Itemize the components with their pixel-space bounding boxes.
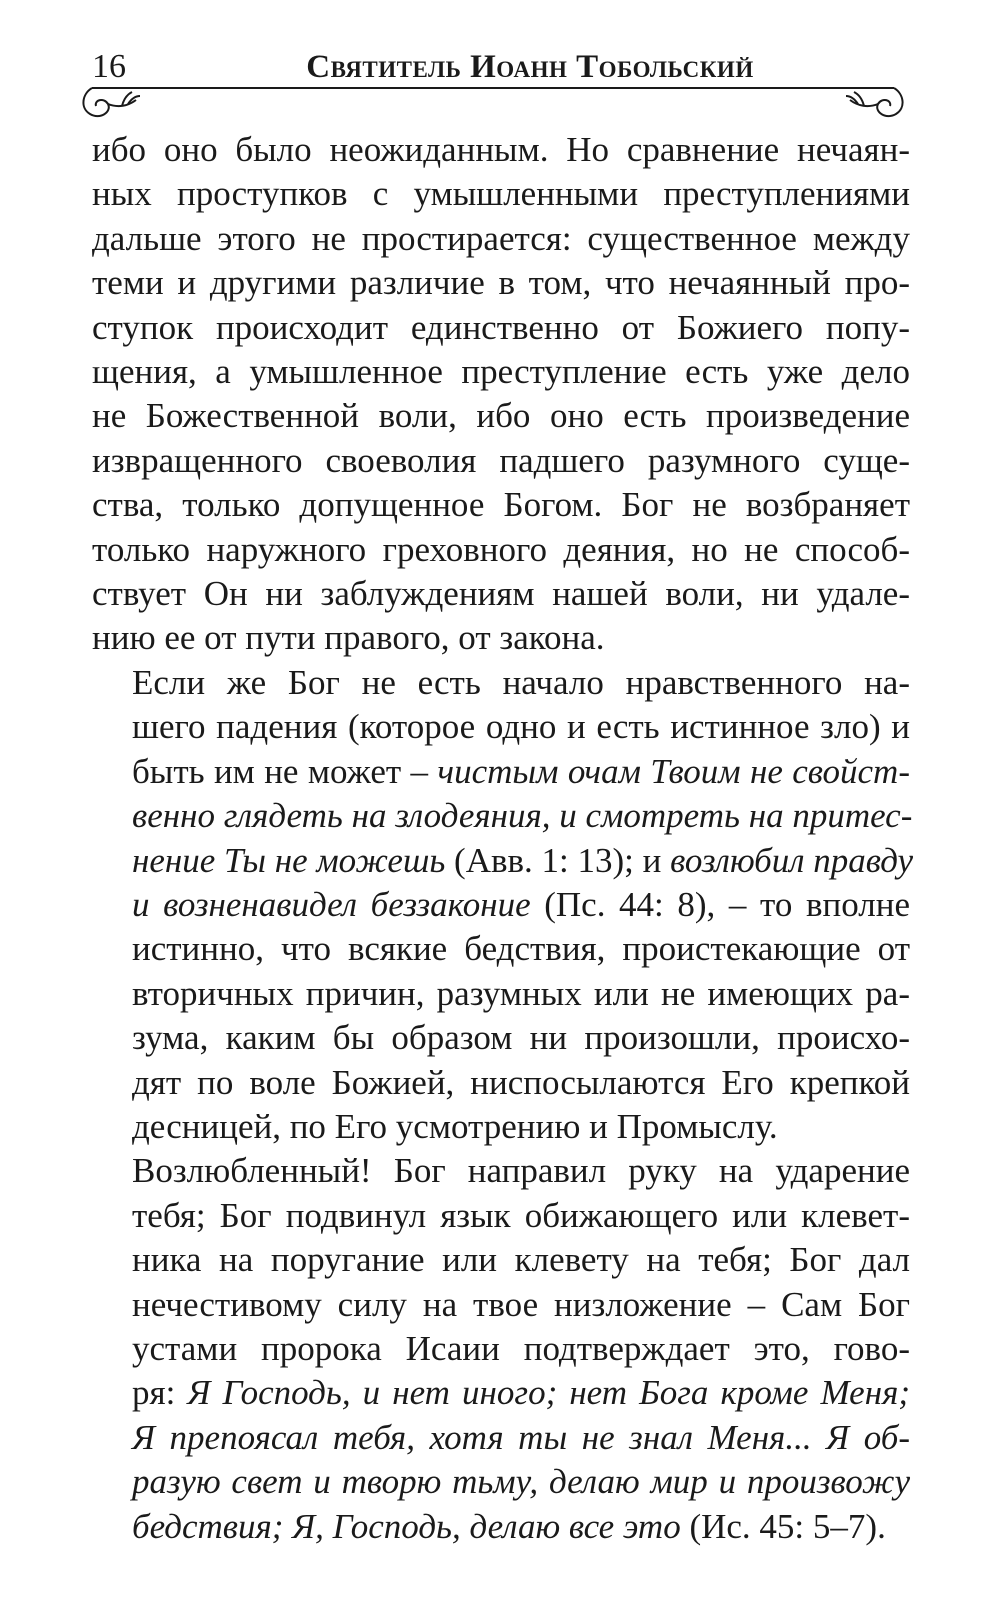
text-run: Возлюбленный! Бог направил руку на ударение xyxy=(132,1151,910,1191)
italic-quote: венно глядеть на злодеяния, и смотреть на притес- xyxy=(132,796,913,836)
italic-quote: чистым очам Твоим не свойст- xyxy=(437,751,910,791)
text-run: не Божественной воли, ибо оно есть произведение xyxy=(92,396,910,436)
text-run: вторичных причин, разумных или не имеющих ра- xyxy=(132,973,910,1013)
text-line xyxy=(92,661,910,705)
text-run: только наружного греховного деяния, но не способ- xyxy=(92,529,910,569)
text-run: устами пророка Исаии подтверждает это, гово- xyxy=(132,1328,910,1368)
text-run: дят по воле Божией, ниспосылаются Его крепкой xyxy=(132,1062,910,1102)
text-line xyxy=(92,1061,910,1105)
text-line xyxy=(92,483,910,527)
body-text xyxy=(92,128,914,1549)
text-line xyxy=(92,528,910,572)
ornamental-rule xyxy=(78,84,908,124)
text-line xyxy=(92,705,910,749)
italic-quote: Я Господь, и нет иного; нет Бога кроме Меня; xyxy=(187,1373,910,1413)
text-line xyxy=(92,1149,910,1193)
text-line xyxy=(92,883,910,927)
text-run: (Пс. 44: 8), – то вполне xyxy=(530,884,910,924)
text-line xyxy=(92,217,910,261)
text-line xyxy=(92,172,910,216)
ornament-right-flourish-icon xyxy=(846,88,903,116)
text-line xyxy=(92,1505,910,1549)
text-run: ствует Он ни заблуждениям нашей воли, ни удале- xyxy=(92,574,910,614)
text-line xyxy=(92,1016,910,1060)
text-run: быть им не может – xyxy=(132,751,438,791)
text-run: ря: xyxy=(132,1373,188,1413)
text-line xyxy=(92,128,910,172)
text-run: извращенного своеволия падшего разумного суще- xyxy=(92,440,910,480)
text-line xyxy=(92,350,910,394)
text-run: нечестивому силу на твое низложение – Сам Бог xyxy=(132,1284,910,1324)
text-line xyxy=(92,1371,910,1415)
text-line xyxy=(92,972,910,1016)
text-run: (Ис. 45: 5–7). xyxy=(680,1506,886,1546)
text-run: ника на поругание или клевету на тебя; Бог дал xyxy=(132,1240,910,1280)
text-run: ства, только допущенное Богом. Бог не возбраняет xyxy=(92,485,910,525)
text-run: дальше этого не простирается: существенное между xyxy=(92,218,910,258)
page-number: 16 xyxy=(92,48,126,85)
text-line xyxy=(92,750,910,794)
text-line xyxy=(92,616,910,660)
text-line xyxy=(92,1105,910,1149)
text-run: ступок происходит единственно от Божиего попу- xyxy=(92,307,910,347)
text-line xyxy=(92,572,910,616)
paragraph xyxy=(92,128,910,661)
italic-quote: возлюбил правду xyxy=(670,840,914,880)
text-line xyxy=(92,306,910,350)
text-run: тебя; Бог подвинул язык обижающего или клевет- xyxy=(132,1195,910,1235)
text-run: щения, а умышленное преступление есть уже дело xyxy=(92,352,910,392)
text-line xyxy=(92,1194,910,1238)
text-line xyxy=(92,794,913,838)
text-line xyxy=(92,839,914,883)
italic-quote: разую свет и творю тьму, делаю мир и произвожу xyxy=(132,1462,910,1502)
text-line xyxy=(92,394,910,438)
text-line xyxy=(92,1327,910,1371)
text-line xyxy=(92,439,910,483)
text-run: теми и другими различие в том, что нечаянный про- xyxy=(92,263,910,303)
text-run: шего падения (которое одно и есть истинное зло) и xyxy=(132,707,910,747)
text-run: истинно, что всякие бедствия, проистекающие от xyxy=(132,929,910,969)
text-line xyxy=(92,1416,910,1460)
text-line xyxy=(92,1238,910,1282)
italic-quote: бедствия; Я, Господь, делаю все это xyxy=(132,1506,681,1546)
text-run: десницей, по Его усмотрению и Промыслу. xyxy=(132,1106,778,1146)
text-run: (Авв. 1: 13); и xyxy=(445,840,671,880)
paragraph xyxy=(92,661,914,1149)
text-line xyxy=(92,261,910,305)
italic-quote: и возненавидел беззаконие xyxy=(132,884,531,924)
italic-quote: нение Ты не можешь xyxy=(132,840,446,880)
paragraph xyxy=(92,1149,910,1549)
ornament-left-flourish-icon xyxy=(83,88,140,116)
text-run: ибо оно было неожиданным. Но сравнение нечаян- xyxy=(92,130,910,169)
running-title: Святитель Иоанн Тобольский xyxy=(306,49,754,85)
text-run: нию ее от пути правого, от закона. xyxy=(92,618,605,658)
text-line xyxy=(92,1460,910,1504)
text-run: зума, каким бы образом ни произошли, происхо- xyxy=(132,1018,910,1058)
italic-quote: Я препоясал тебя, хотя ты не знал Меня... Я об- xyxy=(132,1417,910,1457)
text-run: Если же Бог не есть начало нравственного на- xyxy=(132,662,910,702)
text-line xyxy=(92,1283,910,1327)
text-line xyxy=(92,927,910,971)
text-run: ных проступков с умышленными преступлениями xyxy=(92,174,910,214)
